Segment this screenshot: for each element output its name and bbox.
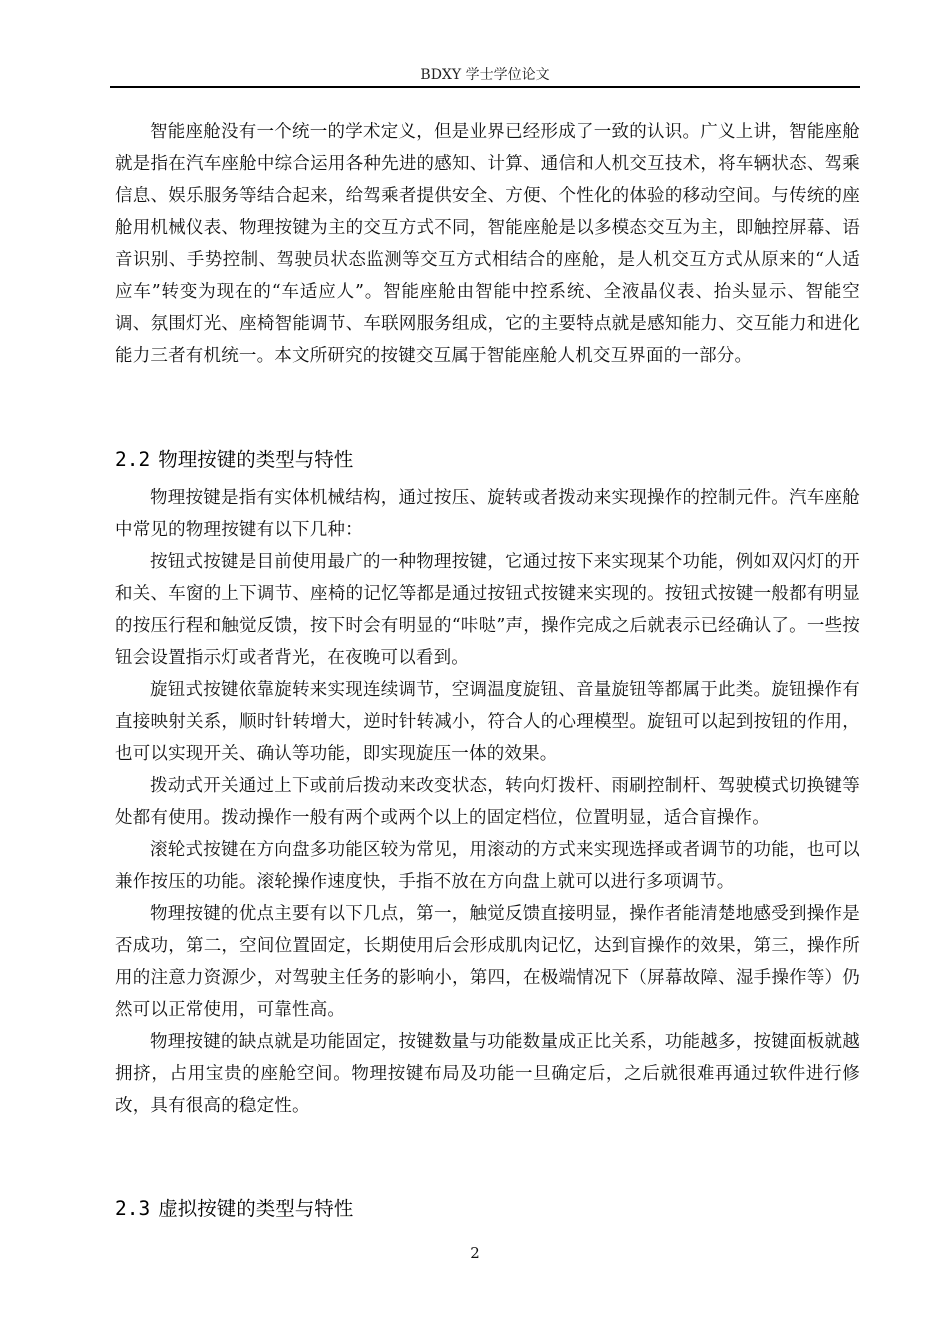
section-title: 物理按键的类型与特性 — [158, 448, 354, 471]
paragraph: 物理按键的缺点就是功能固定，按键数量与功能数量成正比关系，功能越多，按键面板就越拥挤，占用宝贵的座舱空间。物理按键布局及功能一旦确定后，之后就很难再通过软件进行修改，具有很高的稳定性。 — [115, 1032, 860, 1116]
section-heading-2-2 — [115, 444, 353, 472]
section-title: 虚拟按键的类型与特性 — [158, 1197, 354, 1220]
paragraph: 物理按键是指有实体机械结构，通过按压、旋转或者拨动来实现操作的控制元件。汽车座舱中常见的物理按键有以下几种： — [115, 488, 860, 540]
intro-body — [115, 116, 860, 372]
page-number: 2 — [470, 1244, 480, 1262]
running-header: BDXY 学士学位论文 — [420, 67, 550, 83]
paragraph: 旋钮式按键依靠旋转来实现连续调节，空调温度旋钮、音量旋钮等都属于此类。旋钮操作有直接映射关系，顺时针转增大，逆时针转减小，符合人的心理模型。旋钮可以起到按钮的作用，也可以实现开关、确认等功能，即实现旋压一体的效果。 — [115, 680, 860, 764]
section-number: 2.3 — [115, 1197, 151, 1220]
paragraph: 智能座舱没有一个统一的学术定义，但是业界已经形成了一致的认识。广义上讲，智能座舱就是指在汽车座舱中综合运用各种先进的感知、计算、通信和人机交互技术，将车辆状态、驾乘信息、娱乐服务等结合起来，给驾乘者提供安全、方便、个性化的体验的移动空间。与传统的座舱用机械仪表、物理按键为主的交互方式不同，智能座舱是以多模态交互为主，即触控屏幕、语音识别、手势控制、驾驶员状态监测等交互方式相结合的座舱，是人机交互方式从原来的“人适应车”转变为现在的“车适应人”。智能座舱由智能中控系统、全液晶仪表、抬头显示、智能空调、氛围灯光、座椅智能调节、车联网服务组成，它的主要特点就是感知能力、交互能力和进化能力三者有机统一。本文所研究的按键交互属于智能座舱人机交互界面的一部分。 — [115, 122, 860, 366]
section-number: 2.2 — [115, 448, 151, 471]
paragraph: 物理按键的优点主要有以下几点，第一，触觉反馈直接明显，操作者能清楚地感受到操作是否成功，第二，空间位置固定，长期使用后会形成肌肉记忆，达到盲操作的效果，第三，操作所用的注意力资源少，对驾驶主任务的影响小，第四，在极端情况下（屏幕故障、湿手操作等）仍然可以正常使用，可靠性高。 — [115, 904, 860, 1020]
section-heading-2-3 — [115, 1193, 353, 1221]
paragraph: 拨动式开关通过上下或前后拨动来改变状态，转向灯拨杆、雨刷控制杆、驾驶模式切换键等处都有使用。拨动操作一般有两个或两个以上的固定档位，位置明显，适合盲操作。 — [115, 776, 860, 828]
paragraph: 按钮式按键是目前使用最广的一种物理按键，它通过按下来实现某个功能，例如双闪灯的开和关、车窗的上下调节、座椅的记忆等都是通过按钮式按键来实现的。按钮式按键一般都有明显的按压行程和触觉反馈，按下时会有明显的“咔哒”声，操作完成之后就表示已经确认了。一些按钮会设置指示灯或者背光，在夜晚可以看到。 — [115, 552, 860, 668]
header-rule — [110, 86, 860, 88]
section-2-2-body — [115, 482, 860, 1122]
paragraph: 滚轮式按键在方向盘多功能区较为常见，用滚动的方式来实现选择或者调节的功能，也可以兼作按压的功能。滚轮操作速度快，手指不放在方向盘上就可以进行多项调节。 — [115, 840, 860, 892]
